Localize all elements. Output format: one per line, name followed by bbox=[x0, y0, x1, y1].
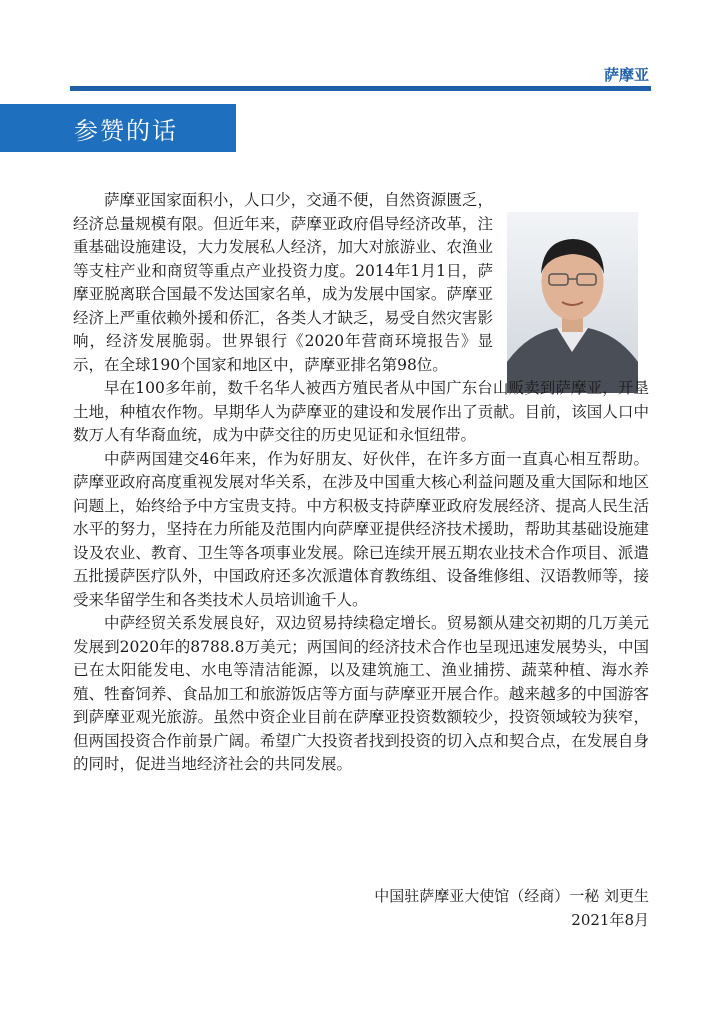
paragraph: 中萨经贸关系发展良好，双边贸易持续稳定增长。贸易额从建交初期的几万美元发展到2020年的8788.8万美元；两国间的经济技术合作也呈现迅速发展势头，中国已在太阳能发电、水电等清洁能源，以及建筑施工、渔业捕捞、蔬菜种植、海水养殖、牲畜饲养、食品加工和旅游饭店等方面与萨摩亚开展合作。越来越多的中国游客到萨摩亚观光旅游。虽然中资企业目前在萨摩亚投资数额较少，投资领域较为狭窄，但两国投资合作前景广阔。希望广大投资者找到投资的切入点和契合点，在发展自身的同时，促进当地经济社会的共同发展。 bbox=[73, 614, 649, 773]
running-header: 萨摩亚 bbox=[603, 66, 649, 84]
paragraph: 萨摩亚国家面积小，人口少，交通不便，自然资源匮乏，经济总量规模有限。但近年来，萨摩亚政府倡导经济改革，注重基础设施建设，大力发展私人经济，加大对旅游业、农渔业等支柱产业和商贸等重点产业投资力度。2014年1月1日，萨摩亚脱离联合国最不发达国家名单，成为发展中国家。萨摩亚经济上严重依赖外援和侨汇，各类人才缺乏，易受自然灾害影响，经济发展脆弱。世界银行《2020年营商环境报告》显示，在全球190个国家和地区中，萨摩亚排名第98位。 bbox=[73, 191, 493, 374]
header-rule bbox=[70, 86, 651, 91]
signature-author: 中国驻萨摩亚大使馆（经商）一秘 刘更生 bbox=[374, 887, 649, 905]
paragraph: 中萨两国建交46年来，作为好朋友、好伙伴，在许多方面一直真心相互帮助。萨摩亚政府高度重视发展对华关系，在涉及中国重大核心利益问题及重大国际和地区问题上，始终给予中方宝贵支持。中方积极支持萨摩亚政府发展经济、提高人民生活水平的努力，坚持在力所能及范围内向萨摩亚提供经济技术援助，帮助其基础设施建设及农业、教育、卫生等各项事业发展。除已连续开展五期农业技术合作项目、派遣五批援萨医疗队外，中国政府还多次派遣体育教练组、设备维修组、汉语教师等，接受来华留学生和各类技术人员培训逾千人。 bbox=[73, 449, 649, 609]
signature-block bbox=[374, 884, 649, 932]
paragraph: 早在100多年前，数千名华人被西方殖民者从中国广东台山贩卖到萨摩亚，开垦土地，种植农作物。早期华人为萨摩亚的建设和发展作出了贡献。目前，该国人口中数万人有华裔血统，成为中萨交往的历史见证和永恒纽带。 bbox=[73, 379, 649, 444]
title-banner bbox=[0, 104, 236, 152]
page-title: 参赞的话 bbox=[74, 116, 178, 145]
article-body bbox=[73, 189, 649, 777]
signature-date: 2021年8月 bbox=[571, 911, 649, 929]
